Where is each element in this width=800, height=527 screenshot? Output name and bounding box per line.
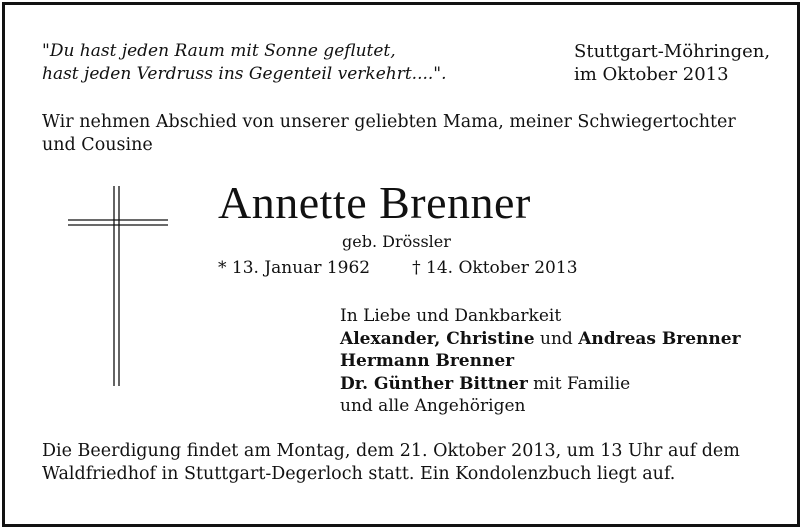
mourners-line-2 (340, 350, 741, 373)
life-dates (218, 257, 578, 279)
mourner-names-2: Andreas Brenner (578, 328, 741, 349)
quote (42, 40, 447, 86)
place-line-1: Stuttgart-Möhringen, (574, 41, 771, 62)
mourners-line-3 (340, 373, 741, 396)
birth-date: * 13. Januar 1962 (218, 258, 371, 278)
mourners-line-4: und alle Angehörigen (340, 396, 526, 416)
mourner-conjunction: und (534, 328, 579, 349)
mourner-names-3: Hermann Brenner (340, 351, 515, 371)
funeral-notice: Die Beerdigung findet am Montag, dem 21. Oktober 2013, um 13 Uhr auf dem Waldfriedhof in Stuttgart-Degerloch statt. Ein Kondolenzbuch liegt auf. (42, 441, 740, 484)
mourner-names-1: Alexander, Christine (340, 328, 535, 349)
cross-icon (68, 186, 168, 386)
mourners-block (340, 305, 741, 418)
maiden-name: geb. Drössler (342, 232, 451, 251)
intro-text: Wir nehmen Abschied von unserer geliebten Mama, meiner Schwiegertochter und Cousine (42, 112, 736, 155)
mourners-line-1 (340, 328, 741, 351)
deceased-name: Annette Brenner (218, 177, 531, 228)
place-line-2: im Oktober 2013 (574, 64, 729, 85)
quote-line-1: "Du hast jeden Raum mit Sonne geflutet, (42, 41, 396, 61)
quote-line-2: hast jeden Verdruss ins Gegenteil verkehrt....". (42, 64, 447, 84)
mourners-opening: In Liebe und Dankbarkeit (340, 306, 562, 326)
mourner-names-4: Dr. Günther Bittner (340, 373, 528, 394)
mourner-family: mit Familie (527, 373, 631, 394)
place-date (574, 40, 770, 86)
death-date: † 14. Oktober 2013 (412, 258, 578, 278)
